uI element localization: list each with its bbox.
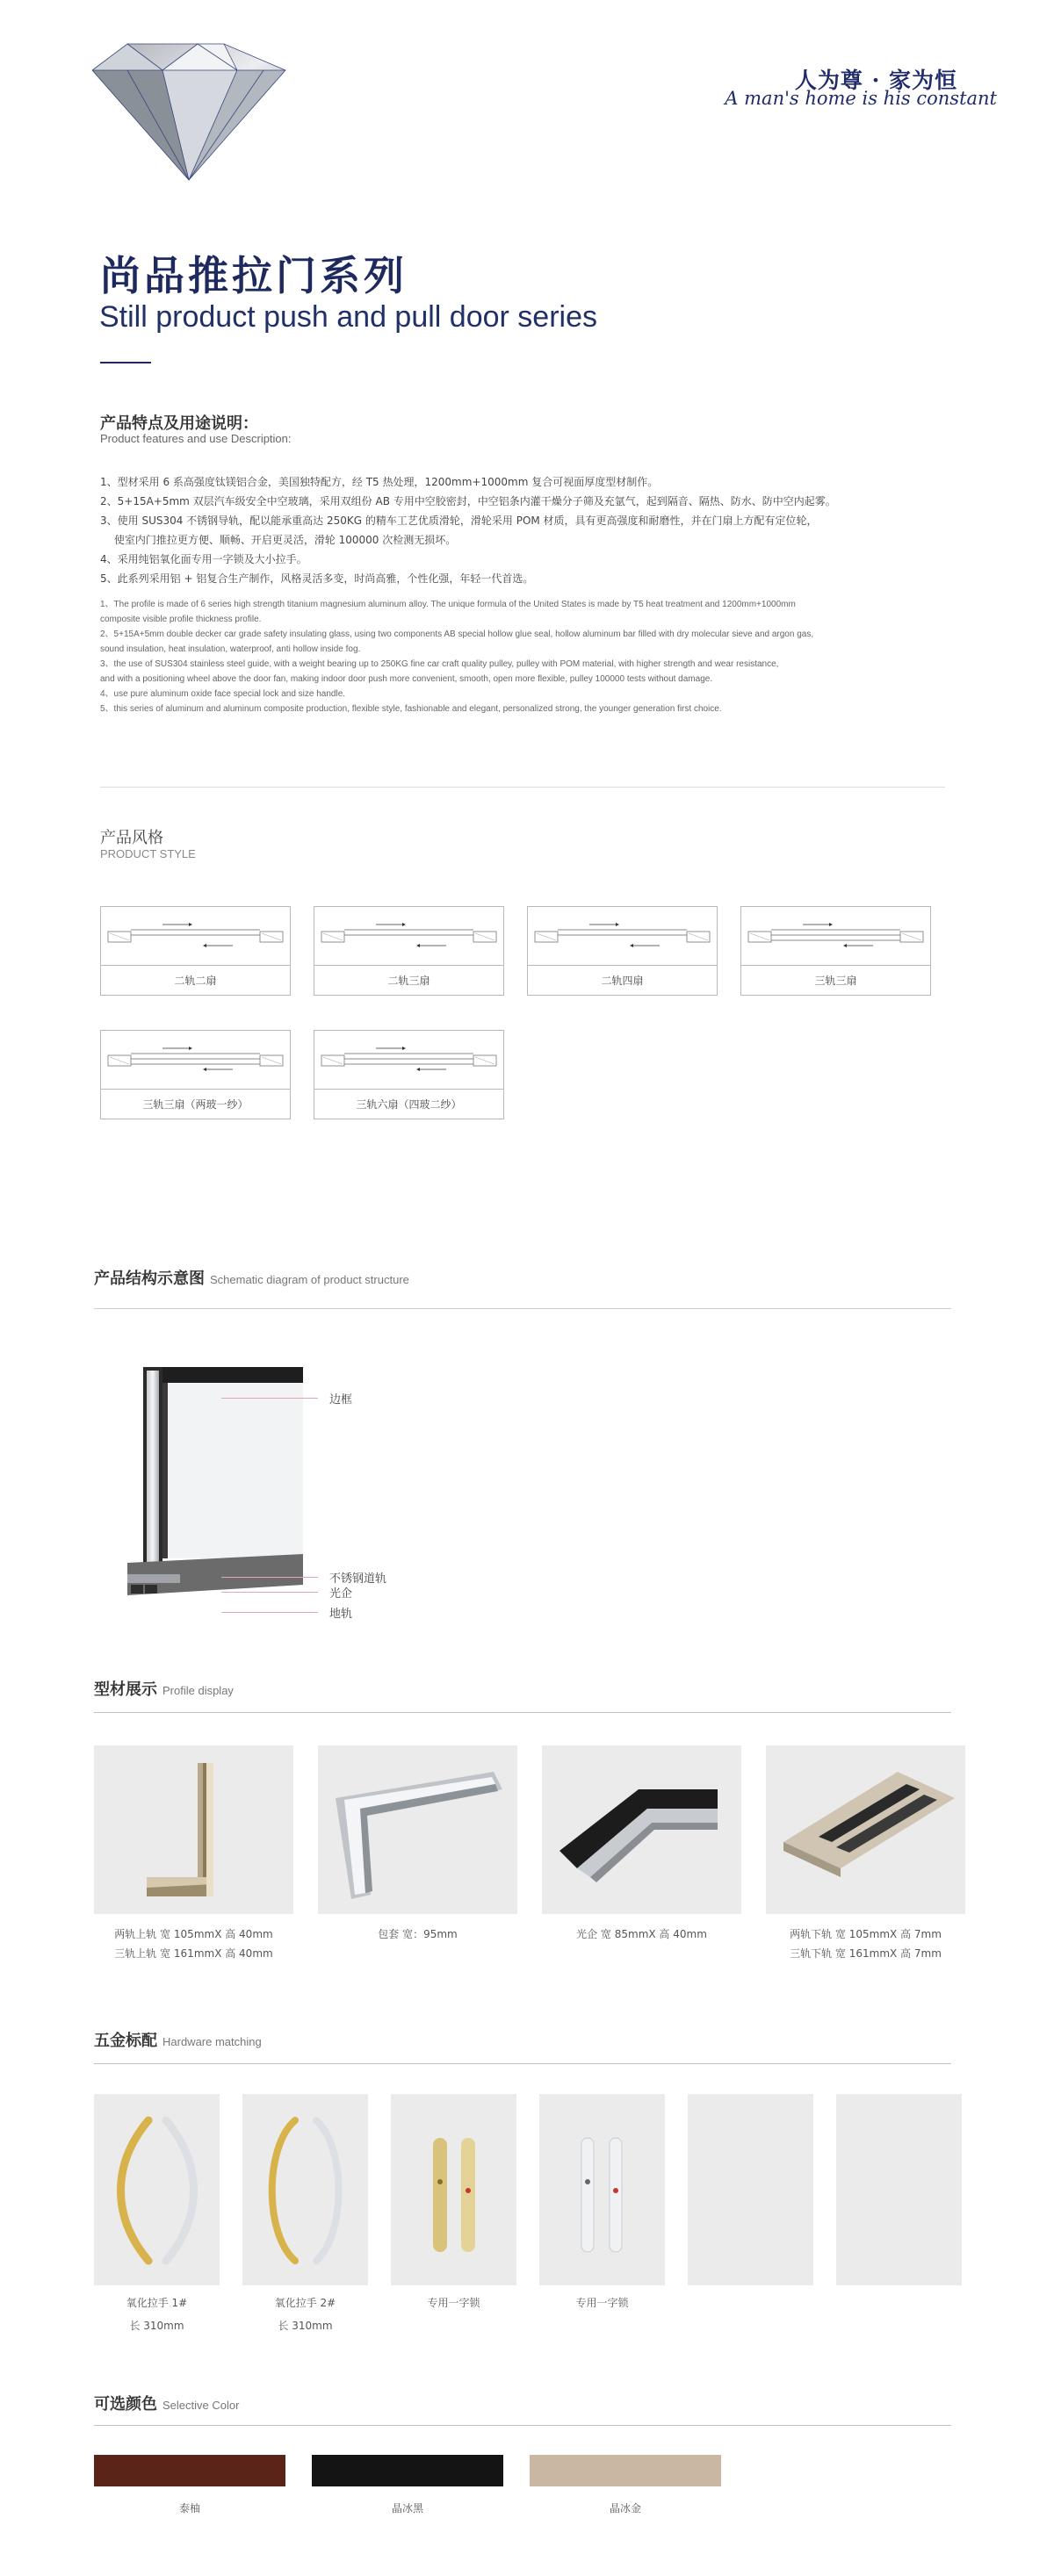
door-structure-image xyxy=(127,1365,303,1598)
door-track-diagram xyxy=(101,907,290,965)
door-track-diagram xyxy=(741,907,930,965)
page-title-cn: 尚品推拉门系列 xyxy=(100,252,408,299)
feature-item-en: 3、the use of SUS304 stainless steel guide, with a weight bearing up to 250KG fine car craft quality pulley, pulley with POM material, with higher strength and wear resistance, xyxy=(100,659,779,669)
profile-image-bottom-rail xyxy=(766,1745,965,1914)
profile-caption xyxy=(766,1925,965,1963)
callout-line xyxy=(221,1398,318,1399)
door-track-diagram xyxy=(314,1031,503,1089)
feature-item: 5、此系列采用铝 + 铝复合生产制作，风格灵活多变，时尚高雅，个性化强，年轻一代首选。 xyxy=(100,572,534,585)
callout-line xyxy=(221,1577,318,1578)
features-list-cn xyxy=(100,472,943,588)
section-divider xyxy=(94,2425,951,2426)
profile-caption-line: 光企 宽 85mmX 高 40mm xyxy=(576,1928,707,1940)
structure-heading xyxy=(94,1266,409,1289)
door-track-diagram xyxy=(101,1031,290,1089)
structure-heading-en: Schematic diagram of product structure xyxy=(210,1273,409,1286)
profile-image-top-rail xyxy=(94,1745,293,1914)
profile-caption-line: 两轨上轨 宽 105mmX 高 40mm xyxy=(114,1928,273,1940)
style-card-label: 三轨三扇 xyxy=(741,965,930,995)
style-card xyxy=(314,1030,504,1119)
hardware-caption xyxy=(539,2292,665,2314)
feature-item-en: and with a positioning wheel above the door fan, making indoor door push more convenient, smooth, open more flexible, pulley 100000 tests without damage. xyxy=(100,674,713,684)
profile-heading xyxy=(94,1677,234,1700)
hardware-caption-line: 长 310mm xyxy=(278,2320,333,2332)
callout-line xyxy=(221,1592,318,1593)
section-divider xyxy=(94,2063,951,2064)
callout-light-stile: 光企 xyxy=(329,1587,353,1601)
section-divider xyxy=(94,1712,951,1713)
hardware-heading-cn: 五金标配 xyxy=(94,2032,157,2050)
profile-caption-line: 两轨下轨 宽 105mmX 高 7mm xyxy=(790,1928,942,1940)
feature-item-en: 1、The profile is made of 6 series high strength titanium magnesium aluminum alloy. The unique formula of the United States is made by T5 heat treatment and 1200mm+1000mm xyxy=(100,600,796,609)
structure-heading-cn: 产品结构示意图 xyxy=(94,1270,205,1288)
profile-image-light-stile xyxy=(542,1745,741,1914)
section-divider xyxy=(94,1308,951,1309)
title-underline xyxy=(100,362,151,363)
feature-item-en: 4、use pure aluminum oxide face special lock and size handle. xyxy=(100,689,346,699)
color-heading-cn: 可选颜色 xyxy=(94,2395,157,2414)
hardware-caption xyxy=(94,2292,220,2337)
hardware-image-handle-2 xyxy=(242,2094,368,2285)
color-label: 晶冰金 xyxy=(609,2502,641,2515)
door-track-diagram xyxy=(528,907,717,965)
hardware-image-handle-1 xyxy=(94,2094,220,2285)
feature-item-en: 5、this series of aluminum and aluminum composite production, flexible style, fashionable and elegant, personalized strong, the younger generation first choice. xyxy=(100,704,722,714)
style-card-label: 三轨六扇（四玻二纱） xyxy=(314,1089,503,1119)
hardware-image-empty xyxy=(688,2094,813,2285)
hardware-image-lock-silver xyxy=(539,2094,665,2285)
color-label: 晶冰黑 xyxy=(391,2502,423,2515)
features-list-en xyxy=(100,597,943,716)
profile-caption-line: 包套 宽：95mm xyxy=(378,1928,458,1940)
profile-caption xyxy=(542,1925,741,1944)
profile-caption xyxy=(318,1925,517,1944)
hardware-caption-line: 氧化拉手 2# xyxy=(274,2297,336,2309)
feature-item: 使室内门推拉更方便、顺畅、开启更灵活，滑轮 100000 次检测无损坏。 xyxy=(100,534,457,546)
style-card xyxy=(100,1030,291,1119)
profile-caption xyxy=(94,1925,293,1963)
feature-item: 3、使用 SUS304 不锈钢导轨，配以能承重高达 250KG 的精车工艺优质滑轮，滑轮采用 POM 材质，具有更高强度和耐磨性，并在门扇上方配有定位轮， xyxy=(100,514,818,527)
style-card xyxy=(740,906,931,996)
feature-item-en: sound insulation, heat insulation, waterproof, anti hollow inside fog. xyxy=(100,644,361,654)
diamond-logo-image xyxy=(83,35,294,184)
callout-line xyxy=(221,1612,318,1613)
color-label: 泰柚 xyxy=(178,2502,200,2515)
profile-image-cover xyxy=(318,1745,517,1914)
hardware-caption xyxy=(391,2292,516,2314)
style-card xyxy=(100,906,291,996)
door-track-diagram xyxy=(314,907,503,965)
feature-item: 1、型材采用 6 系高强度钛镁铝合金，美国独特配方，经 T5 热处理，1200mm+1000mm 复合可视面厚度型材制作。 xyxy=(100,476,659,488)
brand-slogan-en: A man's home is his constant xyxy=(725,88,997,109)
feature-item: 2、5+15A+5mm 双层汽车级安全中空玻璃，采用双组份 AB 专用中空胶密封，中空铝条内灌干燥分子筛及充氩气，起到隔音、隔热、防水、防中空内起雾。 xyxy=(100,495,836,507)
profile-heading-en: Profile display xyxy=(162,1684,234,1697)
style-card xyxy=(314,906,504,996)
features-heading-cn: 产品特点及用途说明： xyxy=(100,414,258,433)
callout-frame: 边框 xyxy=(329,1393,353,1407)
hardware-heading xyxy=(94,2028,262,2051)
page-title-en: Still product push and pull door series xyxy=(99,300,597,334)
hardware-heading-en: Hardware matching xyxy=(162,2035,262,2048)
color-swatch-gold xyxy=(530,2455,721,2486)
feature-item-en: composite visible profile thickness profile. xyxy=(100,615,262,624)
feature-item-en: 2、5+15A+5mm double decker car grade safety insulating glass, using two components AB special hollow glue seal, hollow aluminum bar filled with dry molecular sieve and argon gas, xyxy=(100,630,814,639)
profile-caption-line: 三轨上轨 宽 161mmX 高 40mm xyxy=(114,1947,273,1960)
style-card-label: 二轨三扇 xyxy=(314,965,503,995)
callout-floor-rail: 地轨 xyxy=(329,1608,353,1621)
brand-slogan-cn: 人为尊 · 家为恒 xyxy=(794,68,957,93)
style-card xyxy=(527,906,718,996)
color-heading xyxy=(94,2392,239,2414)
profile-caption-line: 三轨下轨 宽 161mmX 高 7mm xyxy=(790,1947,942,1960)
color-swatch-black xyxy=(312,2455,503,2486)
callout-steel-rail: 不锈钢道轨 xyxy=(329,1572,387,1586)
profile-heading-cn: 型材展示 xyxy=(94,1680,157,1699)
feature-item: 4、采用纯铝氧化面专用一字锁及大小拉手。 xyxy=(100,553,307,565)
hardware-caption-line: 长 310mm xyxy=(129,2320,184,2332)
style-heading-cn: 产品风格 xyxy=(100,829,163,847)
hardware-image-lock-gold xyxy=(391,2094,516,2285)
style-card-label: 三轨三扇（两玻一纱） xyxy=(101,1089,290,1119)
hardware-caption xyxy=(242,2292,368,2337)
hardware-image-empty xyxy=(836,2094,962,2285)
color-swatch-teak xyxy=(94,2455,285,2486)
style-heading-en: PRODUCT STYLE xyxy=(100,847,196,860)
style-card-label: 二轨四扇 xyxy=(528,965,717,995)
hardware-caption-line: 氧化拉手 1# xyxy=(126,2297,188,2309)
features-heading-en: Product features and use Description: xyxy=(100,432,292,445)
hardware-caption-line: 专用一字锁 xyxy=(575,2297,629,2309)
color-heading-en: Selective Color xyxy=(162,2399,240,2412)
style-card-label: 二轨二扇 xyxy=(101,965,290,995)
section-divider xyxy=(100,787,945,788)
hardware-caption-line: 专用一字锁 xyxy=(427,2297,480,2309)
